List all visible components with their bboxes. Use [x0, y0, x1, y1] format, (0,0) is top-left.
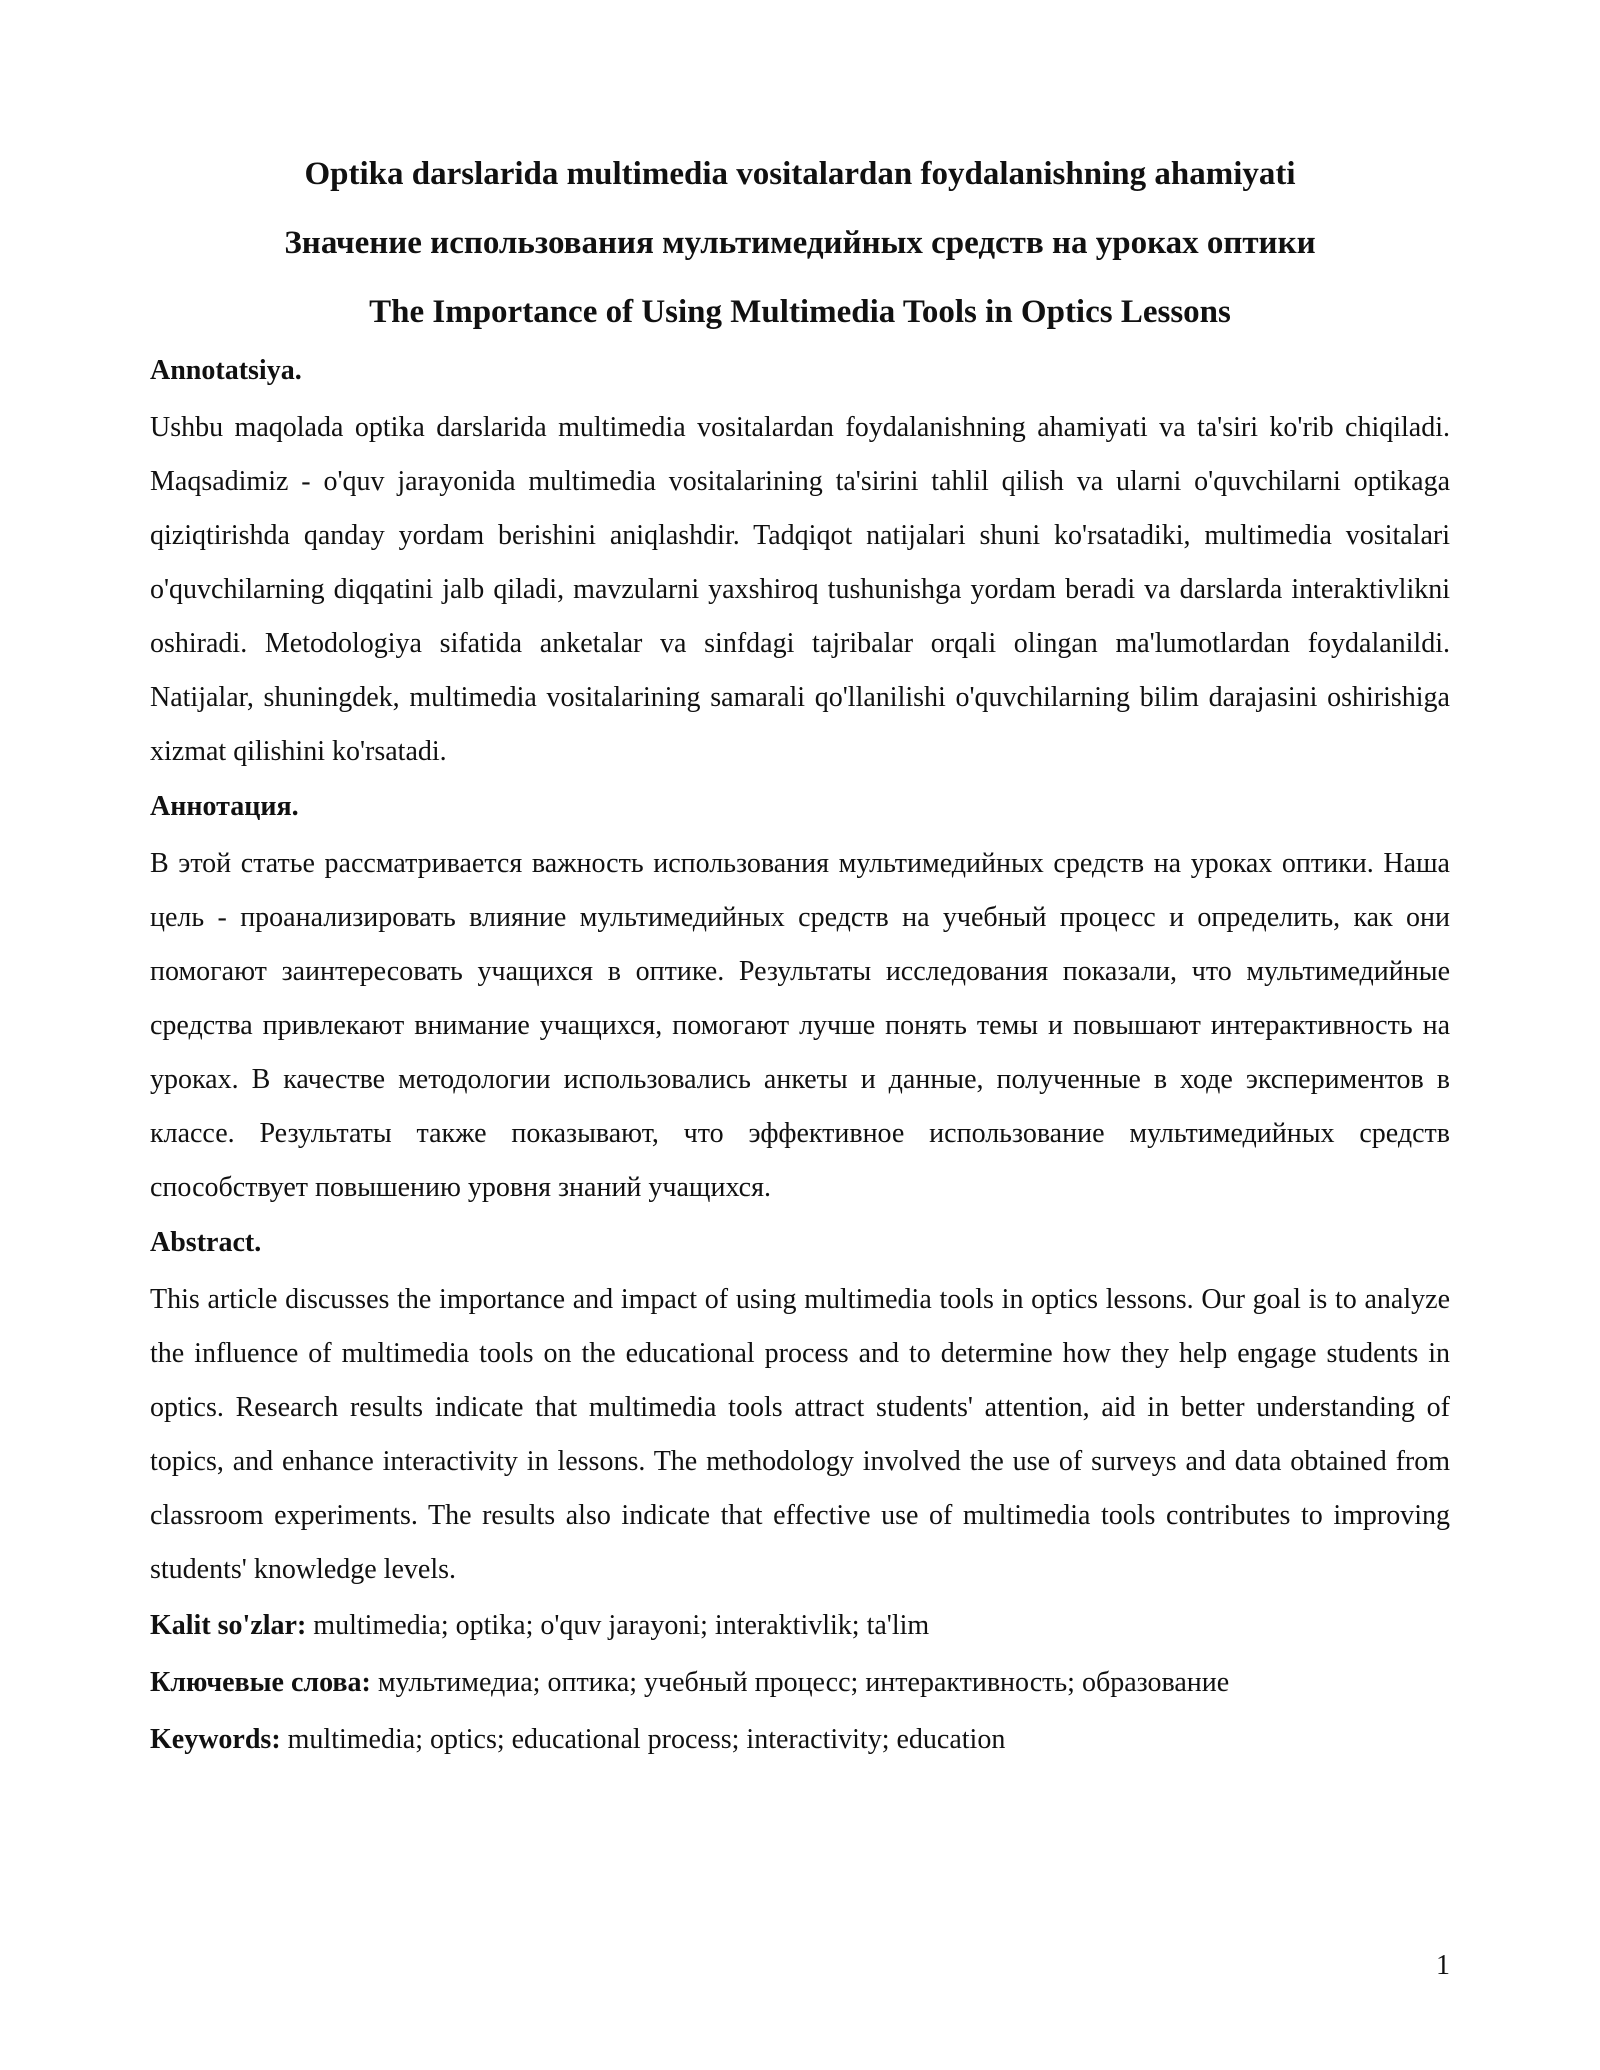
title-uzbek: Optika darslarida multimedia vositalardan foydalanishning ahamiyati: [304, 156, 1296, 192]
abstract-en-heading: Abstract.: [150, 1227, 262, 1258]
document-page: [150, 140, 1450, 1778]
keywords-ru: [150, 1664, 1450, 1702]
keywords-en-label: Keywords:: [150, 1724, 281, 1755]
keywords-uz: [150, 1607, 1450, 1645]
keywords-en-text: multimedia; optics; educational process; interactivity; education: [287, 1724, 1006, 1755]
abstract-uz-heading: Annotatsiya.: [150, 355, 302, 386]
keywords-uz-label: Kalit so'zlar:: [150, 1610, 307, 1641]
title-english: The Importance of Using Multimedia Tools in Optics Lessons: [369, 294, 1231, 330]
abstract-ru-heading: Аннотация.: [150, 791, 299, 822]
keywords-en: [150, 1721, 1450, 1759]
abstract-en-text: This article discusses the importance and impact of using multimedia tools in optics lessons. Our goal is to analyze the influence of multimedia tools on the educational process and to determine how they help engage students in optics. Research results indicate that multimedia tools attract students' attention, aid in better understanding of topics, and enhance interactivity in lessons. The methodology involved the use of surveys and data obtained from classroom experiments. The results also indicate that effective use of multimedia tools contributes to improving students' knowledge levels.: [150, 1284, 1450, 1585]
keywords-ru-label: Ключевые слова:: [150, 1667, 371, 1698]
page-number: 1: [1436, 1950, 1450, 1981]
abstract-uz-text: Ushbu maqolada optika darslarida multimedia vositalardan foydalanishning ahamiyati va ta'siri ko'rib chiqiladi. Maqsadimiz - o'quv jarayonida multimedia vositalarining ta'sirini tahlil qilish va ularni o'quvchilarni optikaga qiziqtirishda qanday yordam berishini aniqlashdir. Tadqiqot natijalari shuni ko'rsatadiki, multimedia vositalari o'quvchilarning diqqatini jalb qiladi, mavzularni yaxshiroq tushunishga yordam beradi va darslarda interaktivlikni oshiradi. Metodologiya sifatida anketalar va sinfdagi tajribalar orqali olingan ma'lumotlardan foydalanildi. Natijalar, shuningdek, multimedia vositalarining samarali qo'llanilishi o'quvchilarning bilim darajasini oshirishiga xizmat qilishini ko'rsatadi.: [150, 412, 1450, 767]
keywords-uz-text: multimedia; optika; o'quv jarayoni; interaktivlik; ta'lim: [313, 1610, 930, 1641]
title-russian: Значение использования мультимедийных средств на уроках оптики: [284, 225, 1316, 261]
keywords-ru-text: мультимедиа; оптика; учебный процесс; интерактивность; образование: [377, 1667, 1230, 1698]
abstract-ru-text: В этой статье рассматривается важность использования мультимедийных средств на уроках оптики. Наша цель - проанализировать влияние мультимедийных средств на учебный процесс и определить, как они помогают заинтересовать учащихся в оптике. Результаты исследования показали, что мультимедийные средства привлекают внимание учащихся, помогают лучше понять темы и повышают интерактивность на уроках. В качестве методологии использовались анкеты и данные, полученные в ходе экспериментов в классе. Результаты также показывают, что эффективное использование мультимедийных средств способствует повышению уровня знаний учащихся.: [150, 848, 1450, 1203]
